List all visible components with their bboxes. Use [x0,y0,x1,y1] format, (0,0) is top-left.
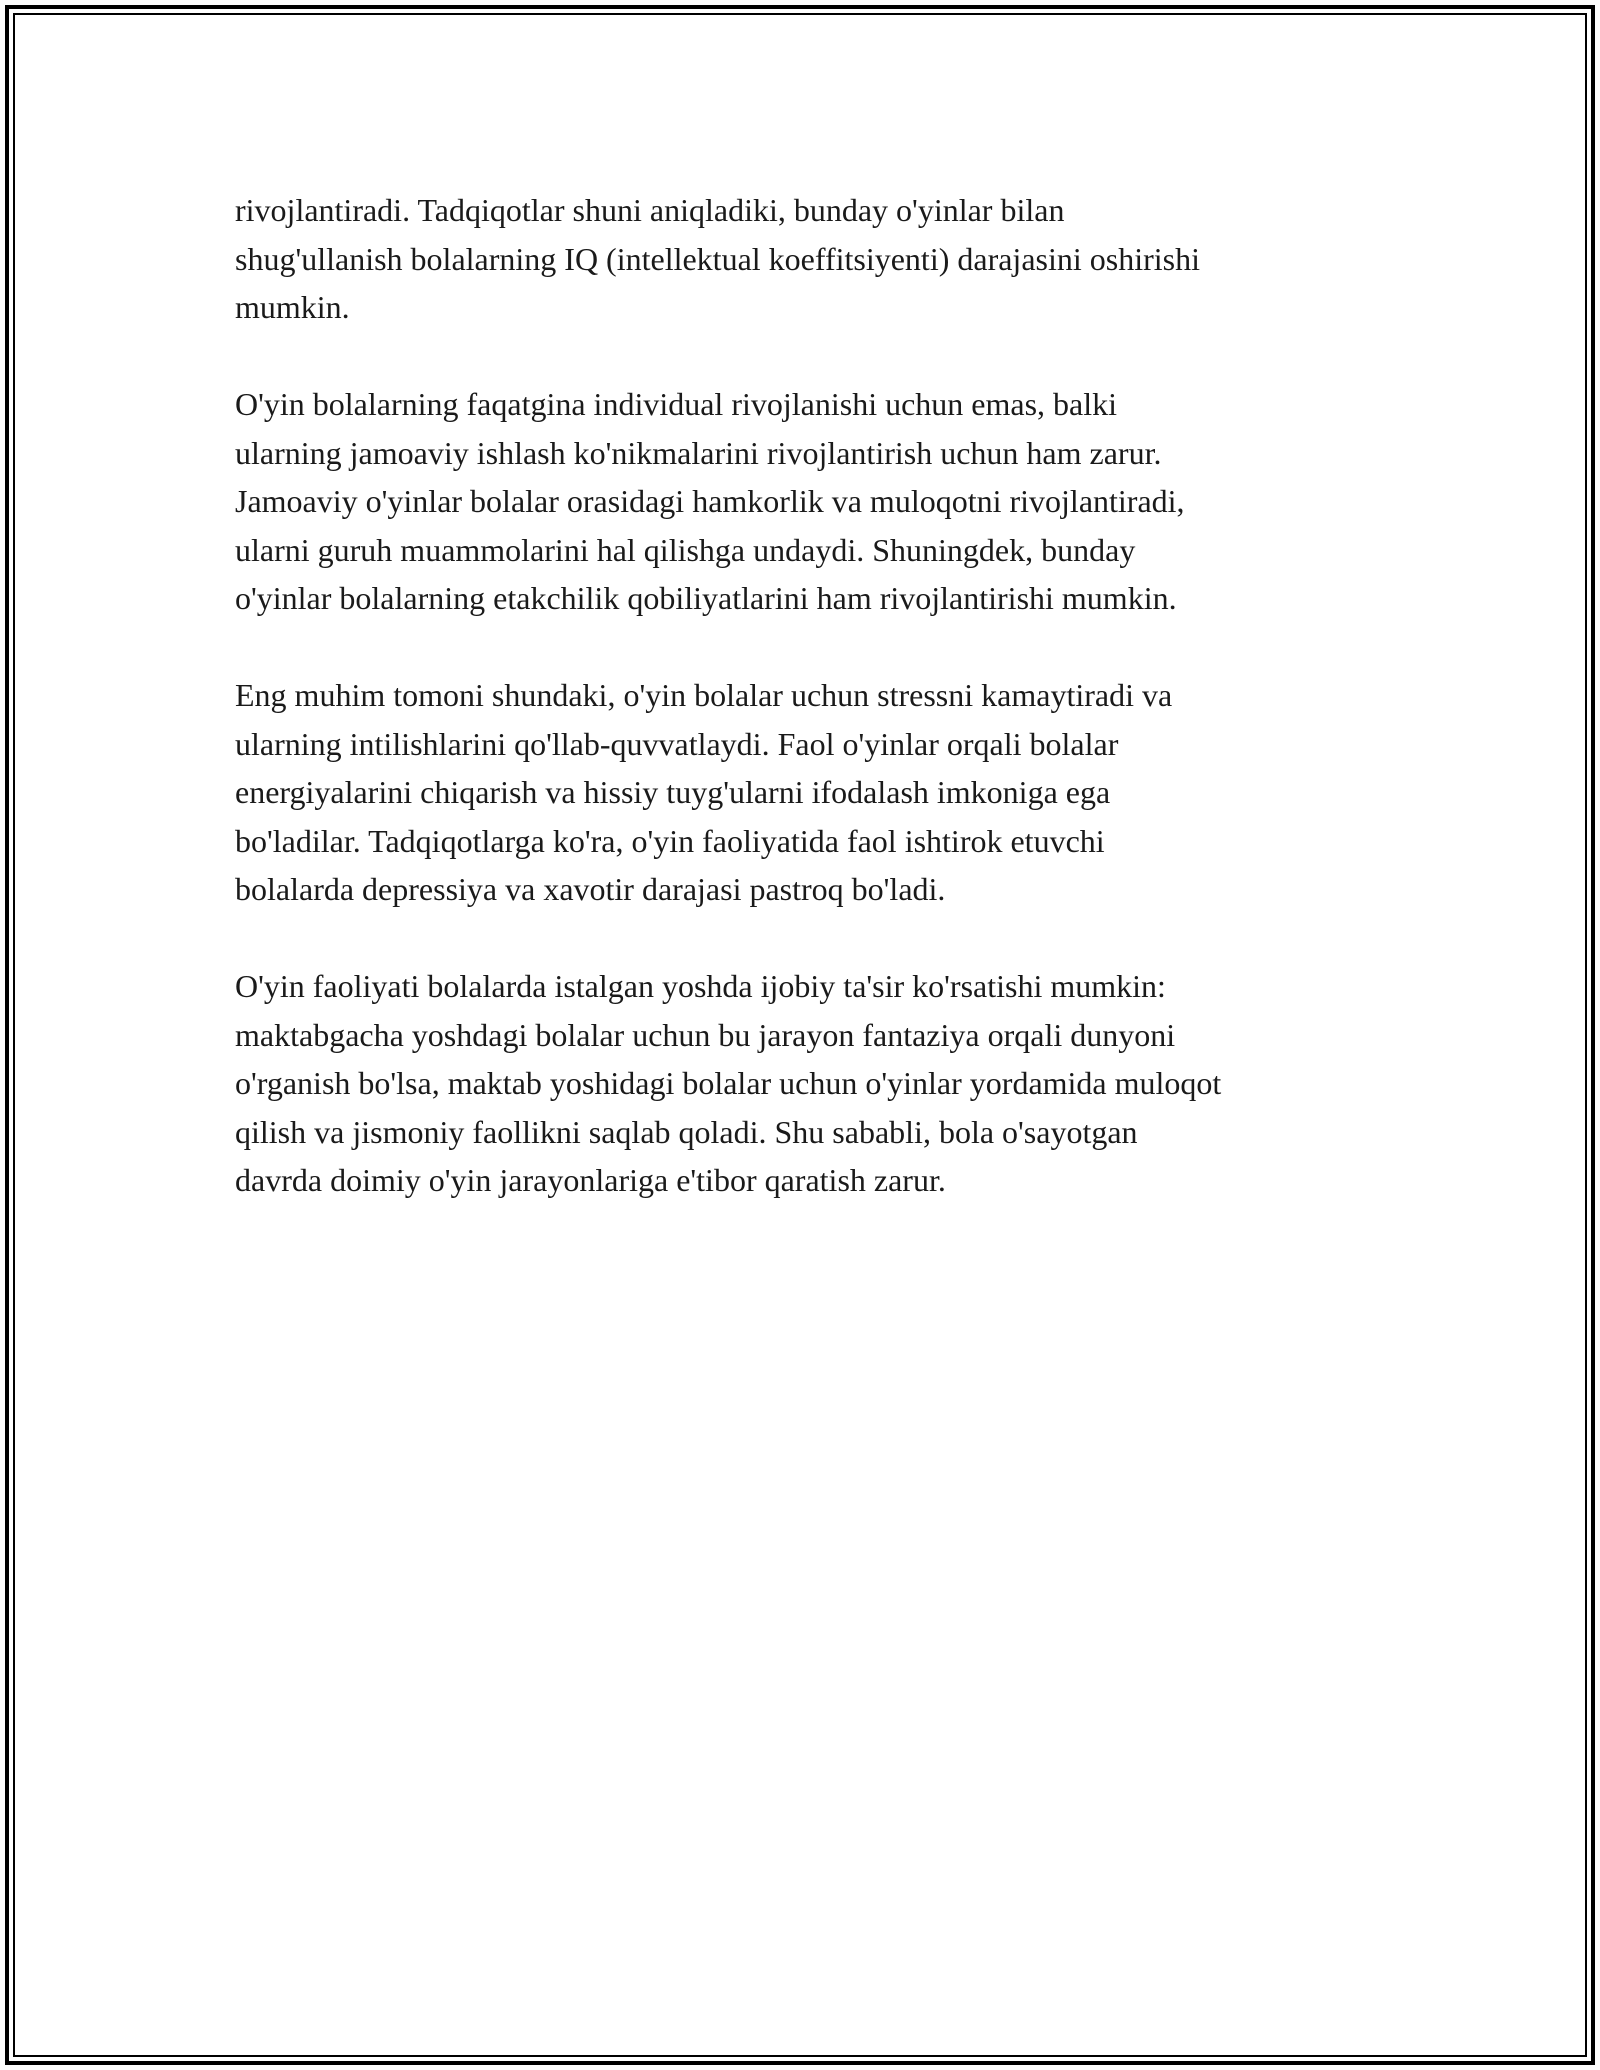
paragraph-3 [235,671,1385,914]
text-line: qilish va jismoniy faollikni saqlab qoladi. Shu sababli, bola o'sayotgan [235,1113,1138,1150]
text-line: o'rganish bo'lsa, maktab yoshidagi bolalar uchun o'yinlar yordamida muloqot [235,1065,1222,1101]
text-line: Jamoaviy o'yinlar bolalar orasidagi hamkorlik va muloqotni rivojlantiradi, [235,483,1185,519]
text-line: O'yin faoliyati bolalarda istalgan yoshda ijobiy ta'sir ko'rsatishi mumkin: [235,968,1166,1004]
paragraph-1 [235,186,1385,332]
text-line: o'yinlar bolalarning etakchilik qobiliyatlarini ham rivojlantirishi mumkin. [235,580,1177,616]
text-line: bo'ladilar. Tadqiqotlarga ko'ra, o'yin faoliyatida faol ishtirok etuvchi [235,822,1105,859]
text-line: Eng muhim tomoni shundaki, o'yin bolalar uchun stressni kamaytiradi va [235,677,1173,713]
text-line: maktabgacha yoshdagi bolalar uchun bu jarayon fantaziya orqali dunyoni [235,1016,1176,1053]
document-body [235,186,1385,1253]
text-line: ularning jamoaviy ishlash ko'nikmalarini rivojlantirish uchun ham zarur. [235,434,1162,471]
paragraph-2 [235,380,1385,623]
text-line: shug'ullanish bolalarning IQ (intellektual koeffitsiyenti) darajasini oshirishi [235,240,1200,277]
text-line: energiyalarini chiqarish va hissiy tuyg'ularni ifodalash imkoniga ega [235,774,1111,810]
text-line: mumkin. [235,289,350,325]
text-line: bolalarda depressiya va xavotir darajasi pastroq bo'ladi. [235,871,946,907]
text-line: ularning intilishlarini qo'llab-quvvatlaydi. Faol o'yinlar orqali bolalar [235,725,1119,762]
text-line: O'yin bolalarning faqatgina individual rivojlanishi uchun emas, balki [235,386,1118,422]
text-line: davrda doimiy o'yin jarayonlariga e'tibor qaratish zarur. [235,1162,946,1198]
paragraph-4 [235,962,1385,1205]
text-line: rivojlantiradi. Tadqiqotlar shuni aniqladiki, bunday o'yinlar bilan [235,192,1065,228]
text-line: ularni guruh muammolarini hal qilishga undaydi. Shuningdek, bunday [235,531,1136,568]
